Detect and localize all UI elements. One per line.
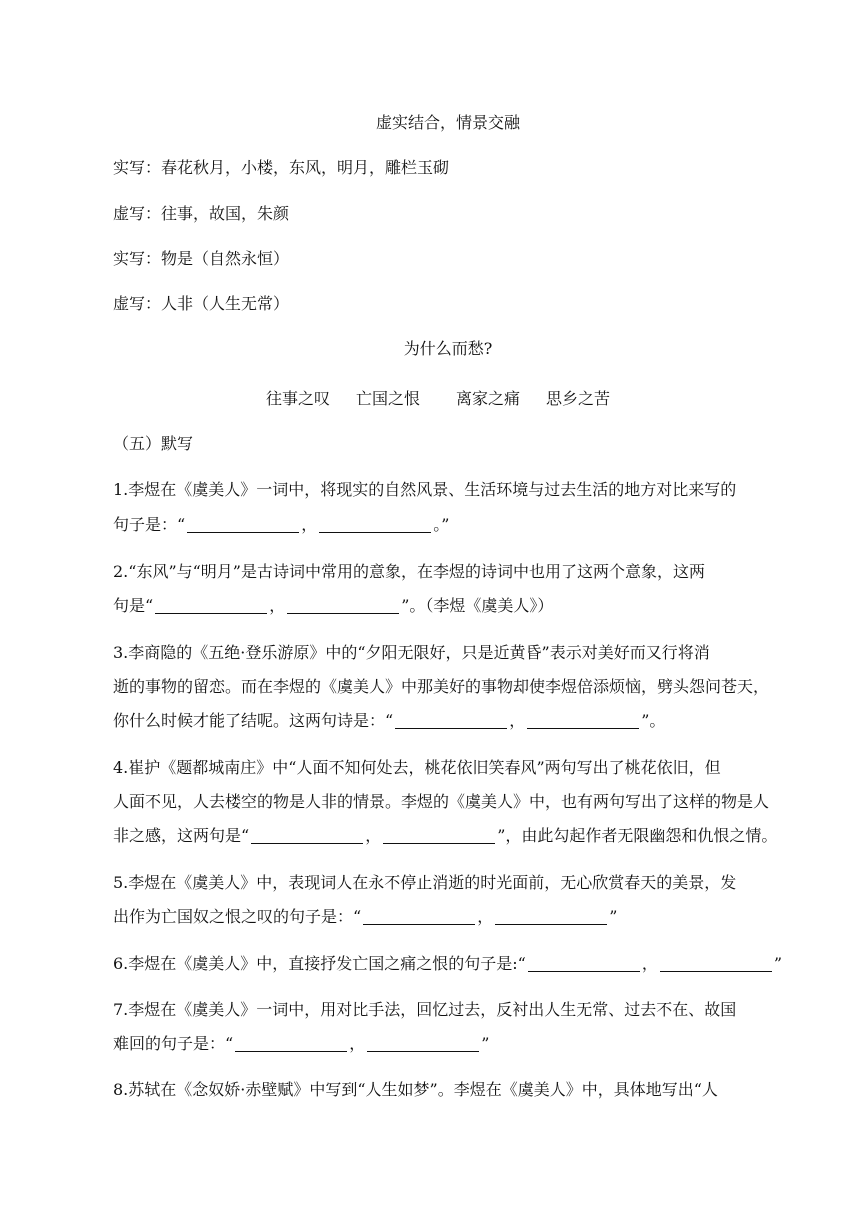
question-5-line-1: 5.李煜在《虞美人》中，表现词人在永不停止消逝的时光面前，无心欣赏春天的美景，发	[113, 873, 737, 892]
pair-line-3	[113, 249, 289, 269]
answer-blank[interactable]	[395, 712, 507, 729]
pair-line-2	[113, 204, 289, 224]
reason-item: 思乡之苦	[546, 389, 611, 408]
question-2-line-2: 句是“ ， ”。（李煜《虞美人》）	[113, 596, 554, 615]
question-4-line-2: 人面不见，人去楼空的物是人非的情景。李煜的《虞美人》中，也有两句写出了这样的物是人	[113, 792, 770, 811]
pair-text: 人非（人生无常）	[161, 294, 290, 313]
pair-label: 实写：	[113, 158, 162, 177]
reason-item: 离家之痛	[456, 389, 521, 408]
pair-text: 春花秋月，小楼，东风，明月，雕栏玉砌	[161, 158, 450, 177]
question-title: 为什么而愁?	[403, 339, 493, 358]
question-4-line-3: 非之感，这两句是“ ， ”，由此勾起作者无限幽怨和仇恨之情。	[113, 826, 778, 845]
answer-blank[interactable]	[528, 955, 640, 972]
answer-blank[interactable]	[367, 1035, 479, 1052]
pair-label: 虚写：	[113, 294, 162, 313]
question-4-line-1: 4.崔护《题都城南庄》中“人面不知何处去，桃花依旧笑春风”两句写出了桃花依旧，但	[113, 758, 721, 777]
answer-blank[interactable]	[155, 597, 267, 614]
answer-blank[interactable]	[383, 827, 495, 844]
section-heading: （五）默写	[113, 434, 194, 453]
section-title: 虚实结合，情景交融	[375, 113, 520, 132]
reason-item: 亡国之恨	[356, 389, 421, 408]
answer-blank[interactable]	[235, 1035, 347, 1052]
answer-blank[interactable]	[251, 827, 363, 844]
question-7-line-1: 7.李煜在《虞美人》一词中，用对比手法，回忆过去，反衬出人生无常、过去不在、故国	[113, 1000, 737, 1019]
answer-blank[interactable]	[287, 597, 399, 614]
pair-line-4	[113, 294, 289, 314]
question-7-line-2: 难回的句子是：“ ， ”	[113, 1034, 490, 1053]
answer-blank[interactable]	[363, 908, 475, 925]
reason-list	[266, 389, 610, 409]
question-2-line-1: 2.“东风”与“明月”是古诗词中常用的意象，在李煜的诗词中也用了这两个意象，这两	[113, 562, 705, 581]
answer-blank[interactable]	[495, 908, 607, 925]
answer-blank[interactable]	[319, 516, 431, 533]
pair-text: 往事，故国，朱颜	[161, 204, 290, 223]
question-8-line-1: 8.苏轼在《念奴娇·赤壁赋》中写到“人生如梦”。李煜在《虞美人》中，具体地写出“人	[113, 1080, 718, 1099]
pair-text: 物是（自然永恒）	[161, 249, 290, 268]
pair-label: 实写：	[113, 249, 162, 268]
question-1-line-1: 1.李煜在《虞美人》一词中，将现实的自然风景、生活环境与过去生活的地方对比来写的	[113, 480, 737, 499]
pair-label: 虚写：	[113, 204, 162, 223]
pair-line-1	[113, 158, 449, 178]
answer-blank[interactable]	[527, 712, 639, 729]
reason-item: 往事之叹	[266, 389, 331, 408]
question-5-line-2: 出作为亡国奴之恨之叹的句子是：“ ， ”	[113, 907, 618, 926]
question-6-line-1: 6.李煜在《虞美人》中，直接抒发亡国之痛之恨的句子是:“ ， ”	[113, 954, 783, 973]
answer-blank[interactable]	[660, 955, 772, 972]
question-1-line-2: 句子是：“ ， 。”	[113, 515, 450, 534]
question-3-line-3: 你什么时候才能了结呢。这两句诗是：“ ， ”。	[113, 711, 666, 730]
question-3-line-1: 3.李商隐的《五绝·登乐游原》中的“夕阳无限好，只是近黄昏”表示对美好而又行将消	[113, 643, 710, 662]
answer-blank[interactable]	[187, 516, 299, 533]
question-3-line-2: 逝的事物的留恋。而在李煜的《虞美人》中那美好的事物却使李煜倍添烦恼，劈头怨问苍天，	[113, 677, 770, 696]
